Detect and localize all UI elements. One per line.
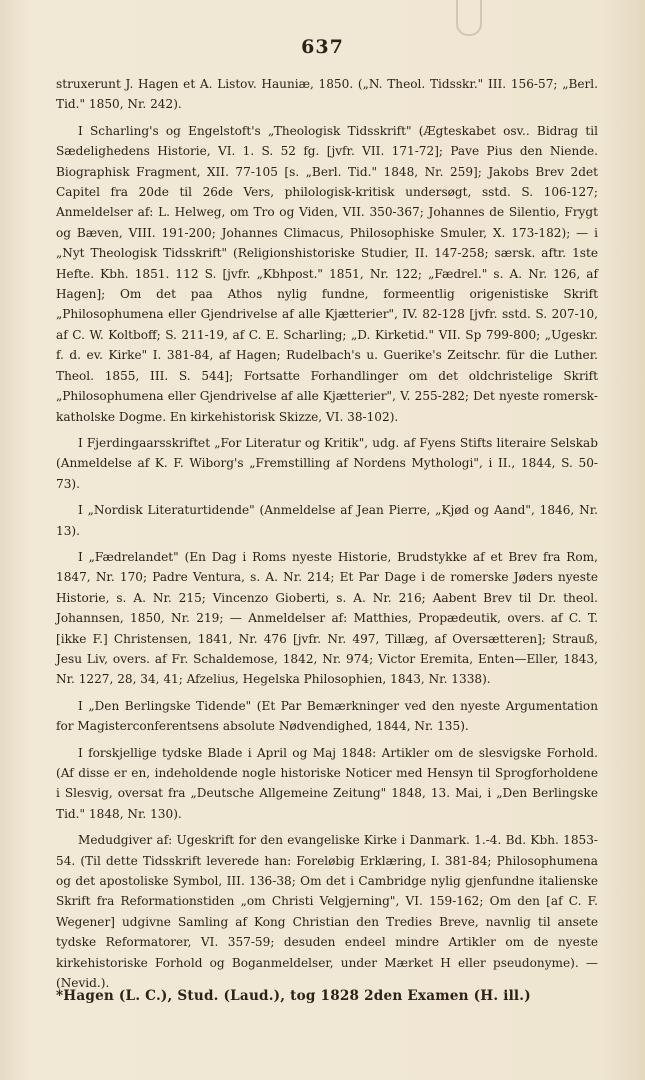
page-number: 637	[301, 36, 344, 58]
body-text	[56, 74, 598, 999]
entry-hagen-lc: *Hagen (L. C.), Stud. (Laud.), tog 1828 2den Examen (H. ill.)	[56, 988, 531, 1004]
paragraph-medudgiver: Medudgiver af: Ugeskrift for den evangeliske Kirke i Danmark. 1.-4. Bd. Kbh. 1853-54. (Til dette Tidsskrift leverede han: Foreløbig Erklæring, I. 381-84; Philosophumena og det apostoliske Symbol, III. 136-38; Om det i Cambridge nylig gjenfundne italienske Skrift fra Reformationstiden „om Christi Velgjerning", VI. 159-162; Om den [af C. F. Wegener] udgivne Samling af Kong Christian den Tredies Breve, navnlig til ansete tydske Reformatorer, VI. 357-59; desuden endeel mindre Artikler om de nyeste kirkehistoriske Forhold og Boganmeldelser, under Mærket H eller pseudonyme). — (Nevid.).	[56, 833, 598, 991]
paper-stain	[456, 0, 482, 36]
paragraph-literatur-kritik: I Fjerdingaarsskriftet „For Literatur og Kritik", udg. af Fyens Stifts literaire Selskab (Anmeldelse af K. F. Wiborg's „Fremstilling af Nordens Mythologi", i II., 1844, S. 50-73).	[56, 435, 598, 491]
paragraph-theologisk-tidsskrift: I Scharling's og Engelstoft's „Theologisk Tidsskrift" (Ægteskabet osv.. Bidrag til Sædelighedens Historie, VI. 1. S. 52 fg. [jvfr. VII. 171-72]; Pave Pius den Niende. Biographisk Fragment, XII. 77-105 [s. „Berl. Tid." 1848, Nr. 259]; Jakobs Brev 2det Capitel fra 20de til 26de Vers, philologisk-kritisk undersøgt, sstd. S. 106-127; Anmeldelser af: L. Helweg, om Tro og Viden, VII. 350-367; Johannes de Silentio, Frygt og Bæven, VIII. 191-200; Johannes Climacus, Philosophiske Smuler, X. 173-182); — i „Nyt Theologisk Tidsskrift" (Religionshistoriske Studier, II. 147-258; særsk. aftr. 1ste Hefte. Kbh. 1851. 112 S. [jvfr. „Kbhpost." 1851, Nr. 122; „Fædrel." s. A. Nr. 126, af Hagen]; Om det paa Athos nylig fundne, formeentlig origenistiske Skrift „Philosophumena eller Gjendrivelse af alle Kjætterier", IV. 82-128 [jvfr. sstd. S. 207-10, af C. W. Koltboff; S. 211-19, af C. E. Scharling; „D. Kirketid." VII. Sp 799-800; „Ugeskr. f. d. ev. Kirke" I. 381-84, af Hagen; Rudelbach's u. Guerike's Zeitschr. für die Luther. Theol. 1855, III. S. 544]; Fortsatte Forhandlinger om det oldchristelige Skrift „Philosophumena eller Gjendrivelse af alle Kjætterier", V. 255-282; Det nyeste romersk-katholske Dogme. En kirkehistorisk Skizze, VI. 38-102).	[56, 123, 598, 424]
paragraph-tydske-blade: I forskjellige tydske Blade i April og Maj 1848: Artikler om de slesvigske Forhold. (Af disse er en, indeholdende nogle historiske Noticer med Hensyn til Sprogforholdene i Slesvig, oversat fra „Deutsche Allgemeine Zeitung" 1848, 13. Mai, i „Den Berlingske Tid." 1848, Nr. 130).	[56, 745, 598, 821]
paragraph-berlingske-tidende: I „Den Berlingske Tidende" (Et Par Bemærkninger ved den nyeste Argumentation for Magisterconferentsens absolute Nødvendighed, 1844, Nr. 135).	[56, 698, 598, 734]
paragraph-hagen-listov: struxerunt J. Hagen et A. Listov. Hauniæ, 1850. („N. Theol. Tidsskr." III. 156-57; „Berl. Tid." 1850, Nr. 242).	[56, 77, 598, 112]
paragraph-faedrelandet: I „Fædrelandet" (En Dag i Roms nyeste Historie, Brudstykke af et Brev fra Rom, 1847, Nr. 170; Padre Ventura, s. A. Nr. 214; Et Par Dage i de romerske Jøders nyeste Historie, s. A. Nr. 215; Vincenzo Gioberti, s. A. Nr. 216; Aabent Brev til Dr. theol. Johannsen, 1850, Nr. 219; — Anmeldelser af: Matthies, Propædeutik, overs. af C. T. [ikke F.] Christensen, 1841, Nr. 476 [jvfr. Nr. 497, Tillæg, af Oversætteren]; Strauß, Jesu Liv, overs. af Fr. Schaldemose, 1842, Nr. 974; Victor Eremita, Enten—Eller, 1843, Nr. 1227, 28, 34, 41; Afzelius, Hegelska Philosophien, 1843, Nr. 1338).	[56, 549, 598, 687]
paragraph-nordisk-literaturtidende: I „Nordisk Literaturtidende" (Anmeldelse af Jean Pierre, „Kjød og Aand", 1846, Nr. 13).	[56, 503, 598, 538]
